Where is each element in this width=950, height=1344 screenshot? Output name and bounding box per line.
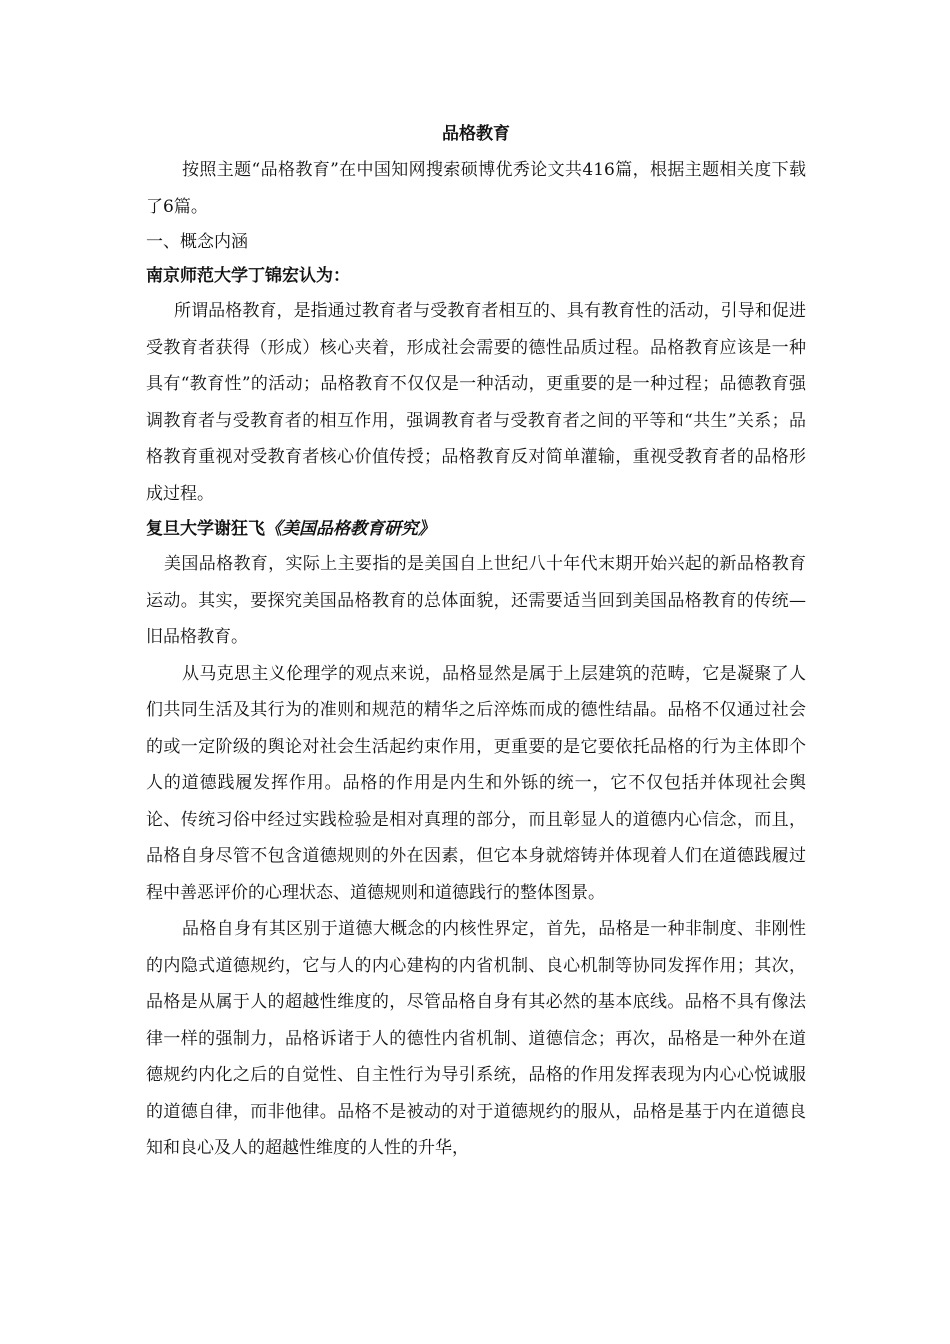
paragraph-fudan-3: 品格自身有其区别于道德大概念的内核性界定，首先，品格是一种非制度、非刚性的内隐式道德规约，它与人的内心建构的内省机制、良心机制等协同发挥作用；其次，品格是从属于人的超越性维度的，尽管品格自身有其必然的基本底线。品格不具有像法律一样的强制力，品格诉诸于人的德性内省机制、道德信念；再次，品格是一种外在道德规约内化之后的自觉性、自主性行为导引系统，品格的作用发挥表现为内心心悦诚服的道德自律，而非他律。品格不是被动的对于道德规约的服从，品格是基于内在道德良知和良心及人的超越性维度的人性的升华， bbox=[146, 919, 806, 1158]
section-heading-concept: 一、概念内涵 bbox=[146, 232, 248, 252]
author-heading-fudan bbox=[146, 512, 806, 546]
paragraph-nanjing-definition: 所谓品格教育，是指通过教育者与受教育者相互的、具有教育性的活动，引导和促进受教育者获得（形成）核心夹着，形成社会需要的德性品质过程。品格教育应该是一种具有“教育性”的活动；品格教育不仅仅是一种活动，更重要的是一种过程；品德教育强调教育者与受教育者的相互作用，强调教育者与受教育者之间的平等和“共生”关系；品格教育重视对受教育者核心价值传授；品格教育反对简单灌输，重视受教育者的品格形成过程。 bbox=[146, 301, 806, 504]
author-heading-fudan-name: 复旦大学谢狂飞 bbox=[146, 519, 265, 539]
paragraph-fudan-2: 从马克思主义伦理学的观点来说，品格显然是属于上层建筑的范畴，它是凝聚了人们共同生活及其行为的准则和规范的精华之后淬炼而成的德性结晶。品格不仅通过社会的或一定阶级的舆论对社会生活起约束作用，更重要的是它要依托品格的行为主体即个人的道德践履发挥作用。品格的作用是内生和外铄的统一，它不仅包括并体现社会舆论、传统习俗中经过实践检验是相对真理的部分，而且彰显人的道德内心信念，而且，品格自身尽管不包含道德规则的外在因素，但它本身就熔铸并体现着人们在道德践履过程中善恶评价的心理状态、道德规则和道德践行的整体图景。 bbox=[146, 663, 806, 903]
intro-paragraph: 按照主题“品格教育”在中国知网搜索硕博优秀论文共416篇，根据主题相关度下载了6篇。 bbox=[146, 160, 806, 217]
author-heading-fudan-work: 《美国品格教育研究》 bbox=[265, 519, 435, 539]
document-title: 品格教育 bbox=[442, 124, 510, 144]
paragraph-fudan-1: 美国品格教育，实际上主要指的是美国自上世纪八十年代末期开始兴起的新品格教育运动。其实，要探究美国品格教育的总体面貌，还需要适当回到美国品格教育的传统—旧品格教育。 bbox=[146, 554, 806, 647]
document-page bbox=[146, 120, 806, 1167]
author-heading-nanjing: 南京师范大学丁锦宏认为： bbox=[146, 266, 350, 286]
